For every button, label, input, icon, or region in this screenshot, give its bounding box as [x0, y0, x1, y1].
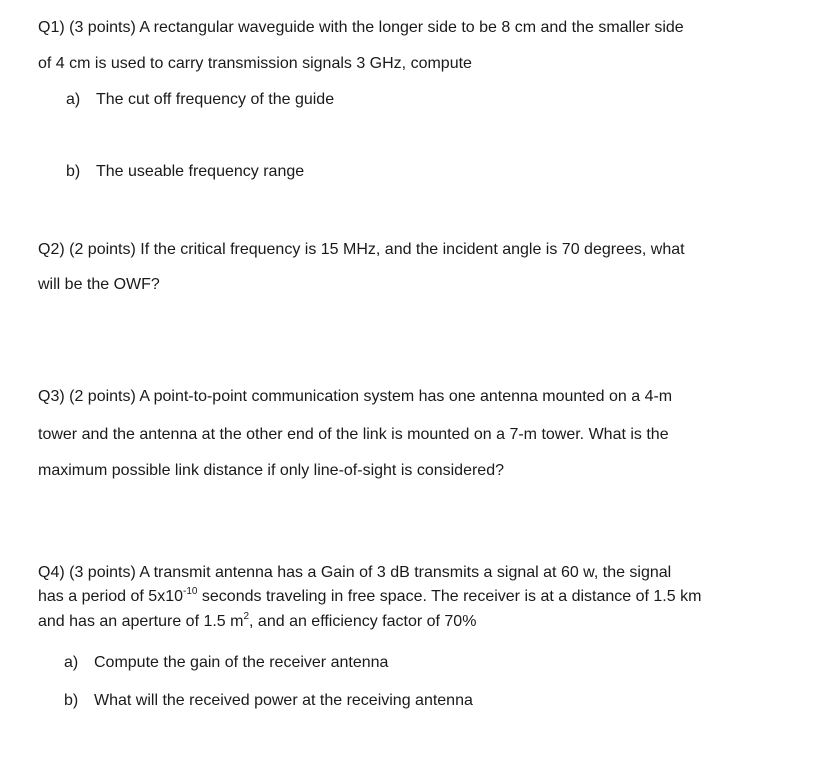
- q4-line-1: Q4) (3 points) A transmit antenna has a Gain of 3 dB transmits a signal at 60 w, the signal: [38, 564, 672, 581]
- q3-line-1: Q3) (2 points) A point-to-point communication system has one antenna mounted on a 4-m: [38, 388, 673, 405]
- q1-part-a-text: The cut off frequency of the guide: [96, 91, 335, 108]
- q3-line-3: maximum possible link distance if only line-of-sight is considered?: [38, 462, 504, 479]
- q4-line-2-exponent: -10: [183, 585, 198, 597]
- q4-part-b-marker: b): [64, 692, 79, 709]
- q4-line-2-pre: has a period of 5x10: [38, 588, 183, 605]
- q4-line-3-pre: and has an aperture of 1.5 m: [38, 613, 244, 630]
- q4-line-3-post: , and an efficiency factor of 70%: [249, 613, 477, 630]
- q4-line-3-exponent: 2: [243, 610, 250, 622]
- q4-line-2-post: seconds traveling in free space. The receiver is at a distance of 1.5 km: [197, 588, 702, 605]
- q4-part-a: [64, 653, 388, 673]
- q4-line-3: [38, 612, 476, 632]
- q4-part-a-marker: a): [64, 654, 79, 671]
- q1-line-2: of 4 cm is used to carry transmission signals 3 GHz, compute: [38, 55, 472, 72]
- q1-part-a: [66, 90, 334, 110]
- q1-part-a-marker: a): [66, 91, 81, 108]
- q1-part-b: [66, 162, 304, 182]
- q1-line-1: Q1) (3 points) A rectangular waveguide with the longer side to be 8 cm and the smaller side: [38, 19, 684, 36]
- q3-line-2: tower and the antenna at the other end of the link is mounted on a 7-m tower. What is the: [38, 426, 669, 443]
- q4-part-a-text: Compute the gain of the receiver antenna: [94, 654, 389, 671]
- q4-part-b: [64, 691, 473, 711]
- q2-line-2: will be the OWF?: [38, 276, 160, 293]
- q4-line-2: [38, 587, 701, 607]
- q2-line-1: Q2) (2 points) If the critical frequency is 15 MHz, and the incident angle is 70 degrees, what: [38, 241, 685, 258]
- q1-part-b-marker: b): [66, 163, 81, 180]
- q1-part-b-text: The useable frequency range: [96, 163, 305, 180]
- q4-part-b-text: What will the received power at the receiving antenna: [94, 692, 473, 709]
